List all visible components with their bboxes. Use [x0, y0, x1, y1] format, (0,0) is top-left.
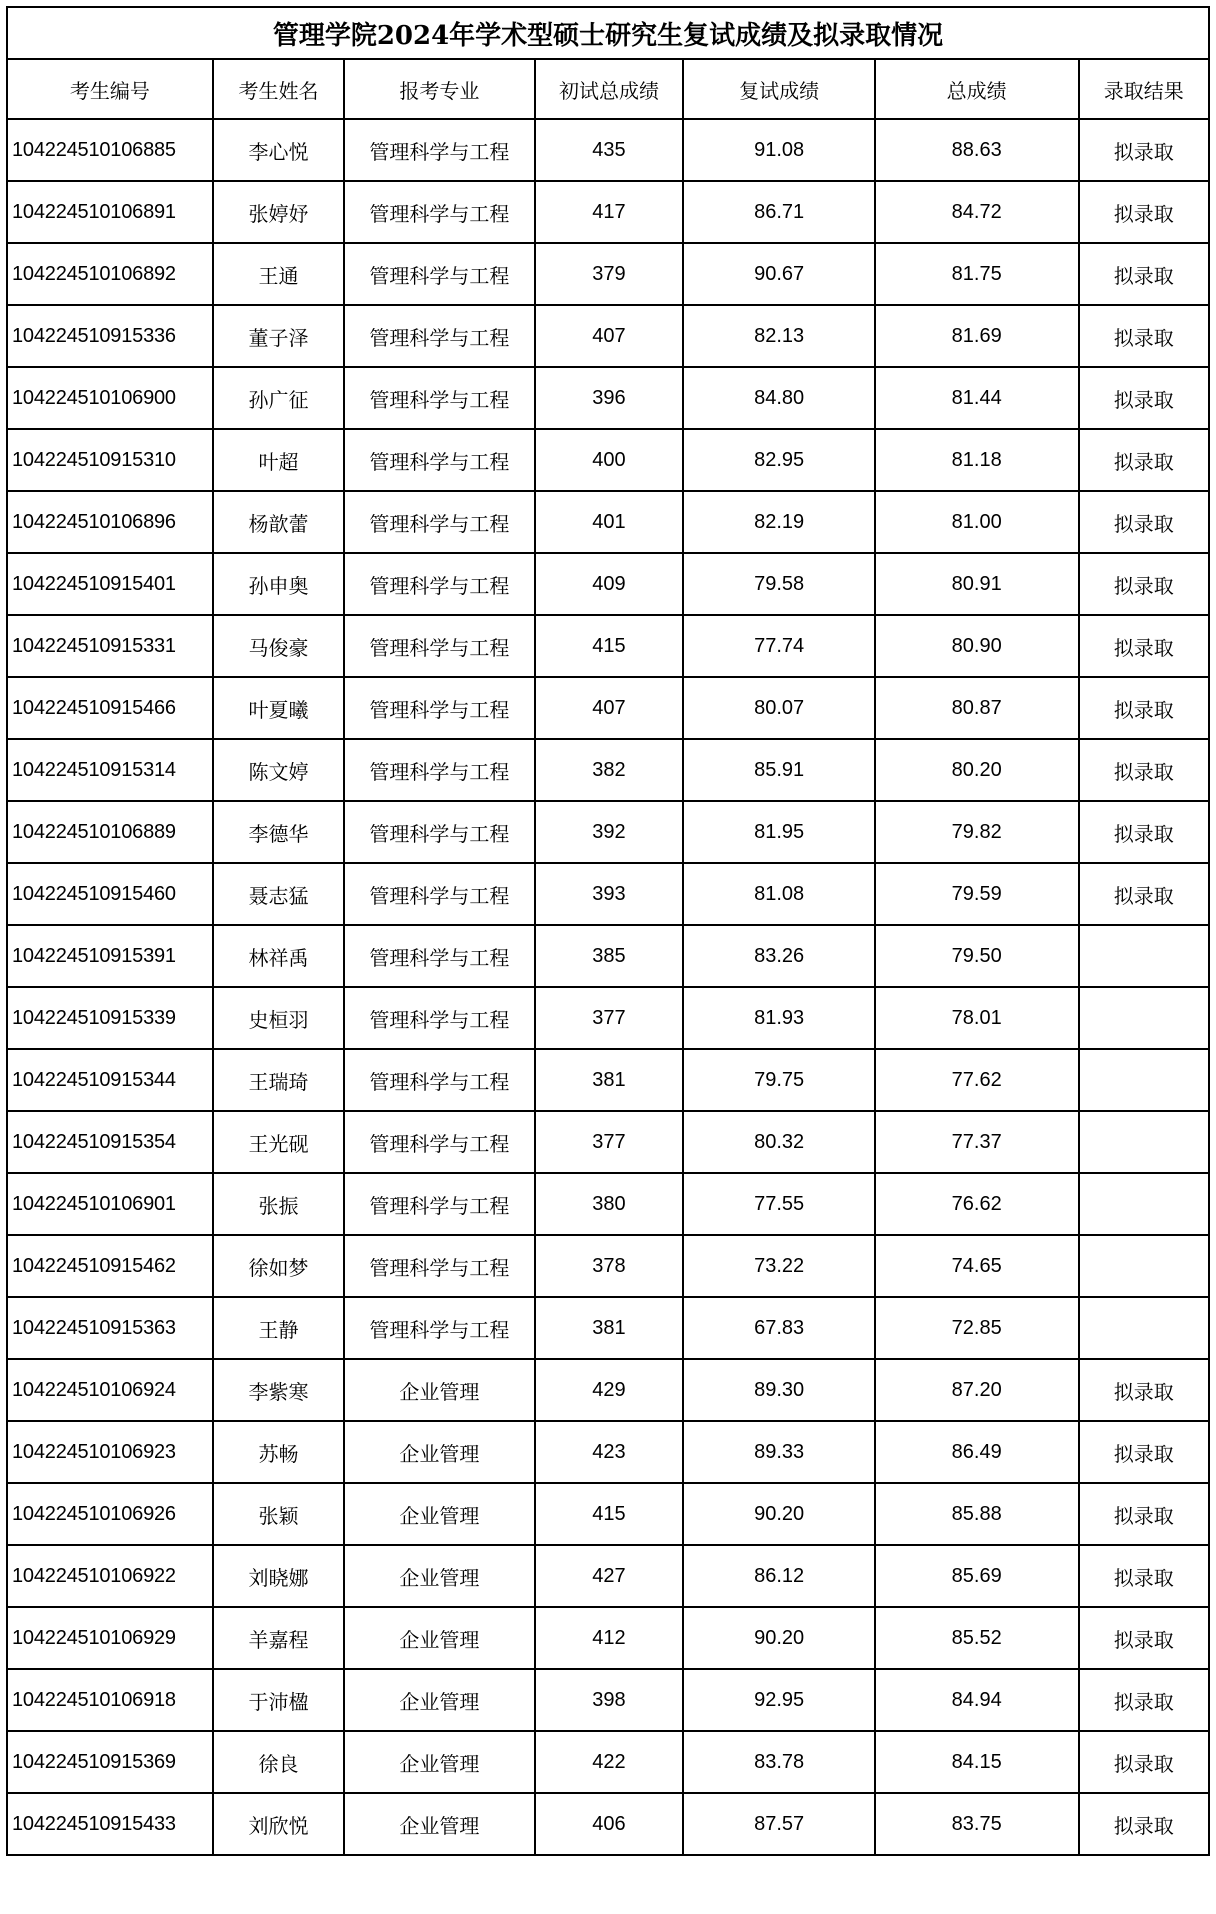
table-row	[7, 801, 1209, 863]
cell-major: 管理科学与工程	[344, 119, 534, 181]
cell-total-score: 80.91	[875, 553, 1079, 615]
cell-exam-id: 104224510106929	[7, 1607, 213, 1669]
cell-major: 管理科学与工程	[344, 429, 534, 491]
cell-name: 林祥禹	[213, 925, 344, 987]
cell-exam-id: 104224510106922	[7, 1545, 213, 1607]
cell-exam-id: 104224510915369	[7, 1731, 213, 1793]
cell-initial-score: 381	[535, 1297, 684, 1359]
cell-total-score: 72.85	[875, 1297, 1079, 1359]
header-major: 报考专业	[344, 59, 534, 119]
table-row	[7, 429, 1209, 491]
cell-initial-score: 415	[535, 615, 684, 677]
cell-retest-score: 87.57	[683, 1793, 874, 1855]
cell-admission-result: 拟录取	[1079, 1731, 1209, 1793]
cell-major: 管理科学与工程	[344, 925, 534, 987]
cell-retest-score: 82.13	[683, 305, 874, 367]
cell-name: 刘晓娜	[213, 1545, 344, 1607]
cell-total-score: 87.20	[875, 1359, 1079, 1421]
cell-initial-score: 429	[535, 1359, 684, 1421]
cell-initial-score: 423	[535, 1421, 684, 1483]
cell-exam-id: 104224510915314	[7, 739, 213, 801]
cell-retest-score: 73.22	[683, 1235, 874, 1297]
cell-exam-id: 104224510915344	[7, 1049, 213, 1111]
cell-retest-score: 80.32	[683, 1111, 874, 1173]
table-row	[7, 1049, 1209, 1111]
table-row	[7, 1359, 1209, 1421]
cell-total-score: 76.62	[875, 1173, 1079, 1235]
cell-name: 苏畅	[213, 1421, 344, 1483]
page-title: 管理学院2024年学术型硕士研究生复试成绩及拟录取情况	[7, 7, 1209, 59]
cell-major: 管理科学与工程	[344, 243, 534, 305]
cell-major: 管理科学与工程	[344, 1235, 534, 1297]
cell-major: 管理科学与工程	[344, 801, 534, 863]
cell-initial-score: 409	[535, 553, 684, 615]
cell-retest-score: 89.33	[683, 1421, 874, 1483]
table-row	[7, 987, 1209, 1049]
cell-major: 企业管理	[344, 1731, 534, 1793]
cell-major: 企业管理	[344, 1483, 534, 1545]
cell-initial-score: 379	[535, 243, 684, 305]
cell-name: 孙申奥	[213, 553, 344, 615]
cell-total-score: 81.44	[875, 367, 1079, 429]
cell-major: 企业管理	[344, 1793, 534, 1855]
cell-exam-id: 104224510915460	[7, 863, 213, 925]
cell-name: 张振	[213, 1173, 344, 1235]
cell-total-score: 81.18	[875, 429, 1079, 491]
cell-total-score: 81.00	[875, 491, 1079, 553]
cell-major: 管理科学与工程	[344, 987, 534, 1049]
cell-retest-score: 90.67	[683, 243, 874, 305]
table-body	[7, 119, 1209, 1855]
cell-retest-score: 90.20	[683, 1607, 874, 1669]
cell-total-score: 74.65	[875, 1235, 1079, 1297]
cell-name: 张颖	[213, 1483, 344, 1545]
cell-initial-score: 381	[535, 1049, 684, 1111]
cell-major: 管理科学与工程	[344, 367, 534, 429]
header-initial-score: 初试总成绩	[535, 59, 684, 119]
table-row	[7, 119, 1209, 181]
table-row	[7, 1297, 1209, 1359]
table-row	[7, 1607, 1209, 1669]
cell-initial-score: 407	[535, 305, 684, 367]
cell-admission-result: 拟录取	[1079, 429, 1209, 491]
cell-major: 管理科学与工程	[344, 491, 534, 553]
cell-major: 管理科学与工程	[344, 1173, 534, 1235]
cell-total-score: 81.69	[875, 305, 1079, 367]
header-exam-id: 考生编号	[7, 59, 213, 119]
cell-initial-score: 382	[535, 739, 684, 801]
cell-admission-result	[1079, 925, 1209, 987]
cell-retest-score: 86.12	[683, 1545, 874, 1607]
table-row	[7, 863, 1209, 925]
cell-major: 管理科学与工程	[344, 181, 534, 243]
cell-initial-score: 422	[535, 1731, 684, 1793]
cell-initial-score: 415	[535, 1483, 684, 1545]
cell-name: 徐如梦	[213, 1235, 344, 1297]
cell-exam-id: 104224510915466	[7, 677, 213, 739]
cell-initial-score: 380	[535, 1173, 684, 1235]
cell-admission-result: 拟录取	[1079, 615, 1209, 677]
cell-retest-score: 86.71	[683, 181, 874, 243]
header-admission-result: 录取结果	[1079, 59, 1209, 119]
cell-major: 管理科学与工程	[344, 1049, 534, 1111]
cell-initial-score: 398	[535, 1669, 684, 1731]
cell-total-score: 77.37	[875, 1111, 1079, 1173]
cell-exam-id: 104224510106924	[7, 1359, 213, 1421]
cell-exam-id: 104224510106918	[7, 1669, 213, 1731]
cell-total-score: 80.90	[875, 615, 1079, 677]
cell-exam-id: 104224510915331	[7, 615, 213, 677]
cell-admission-result: 拟录取	[1079, 367, 1209, 429]
cell-initial-score: 435	[535, 119, 684, 181]
cell-retest-score: 82.95	[683, 429, 874, 491]
cell-total-score: 79.82	[875, 801, 1079, 863]
cell-name: 孙广征	[213, 367, 344, 429]
cell-total-score: 81.75	[875, 243, 1079, 305]
cell-major: 企业管理	[344, 1545, 534, 1607]
cell-total-score: 79.50	[875, 925, 1079, 987]
cell-total-score: 85.52	[875, 1607, 1079, 1669]
cell-retest-score: 77.74	[683, 615, 874, 677]
cell-initial-score: 400	[535, 429, 684, 491]
cell-exam-id: 104224510106923	[7, 1421, 213, 1483]
cell-name: 王静	[213, 1297, 344, 1359]
table-row	[7, 1111, 1209, 1173]
cell-retest-score: 81.08	[683, 863, 874, 925]
cell-initial-score: 407	[535, 677, 684, 739]
cell-admission-result	[1079, 1297, 1209, 1359]
cell-name: 李德华	[213, 801, 344, 863]
cell-exam-id: 104224510106889	[7, 801, 213, 863]
table-row	[7, 925, 1209, 987]
cell-retest-score: 90.20	[683, 1483, 874, 1545]
table-row	[7, 1421, 1209, 1483]
cell-initial-score: 377	[535, 987, 684, 1049]
table-row	[7, 1731, 1209, 1793]
cell-name: 叶超	[213, 429, 344, 491]
cell-exam-id: 104224510915391	[7, 925, 213, 987]
cell-retest-score: 85.91	[683, 739, 874, 801]
cell-admission-result: 拟录取	[1079, 1359, 1209, 1421]
table-row	[7, 615, 1209, 677]
table-row	[7, 1483, 1209, 1545]
cell-initial-score: 401	[535, 491, 684, 553]
cell-retest-score: 67.83	[683, 1297, 874, 1359]
cell-major: 企业管理	[344, 1359, 534, 1421]
cell-admission-result: 拟录取	[1079, 1669, 1209, 1731]
cell-name: 李紫寒	[213, 1359, 344, 1421]
cell-major: 管理科学与工程	[344, 863, 534, 925]
cell-exam-id: 104224510915401	[7, 553, 213, 615]
cell-exam-id: 104224510106900	[7, 367, 213, 429]
table-row	[7, 181, 1209, 243]
cell-name: 马俊豪	[213, 615, 344, 677]
table-row	[7, 553, 1209, 615]
cell-major: 管理科学与工程	[344, 1111, 534, 1173]
results-table	[6, 6, 1210, 1856]
cell-admission-result: 拟录取	[1079, 739, 1209, 801]
cell-name: 徐良	[213, 1731, 344, 1793]
cell-exam-id: 104224510915354	[7, 1111, 213, 1173]
cell-name: 王光砚	[213, 1111, 344, 1173]
cell-admission-result: 拟录取	[1079, 181, 1209, 243]
cell-exam-id: 104224510915310	[7, 429, 213, 491]
cell-total-score: 85.69	[875, 1545, 1079, 1607]
cell-exam-id: 104224510106892	[7, 243, 213, 305]
cell-name: 张婷妤	[213, 181, 344, 243]
cell-exam-id: 104224510106926	[7, 1483, 213, 1545]
table-row	[7, 1669, 1209, 1731]
cell-retest-score: 89.30	[683, 1359, 874, 1421]
table-row	[7, 739, 1209, 801]
cell-total-score: 84.94	[875, 1669, 1079, 1731]
cell-major: 企业管理	[344, 1669, 534, 1731]
table-header-row	[7, 59, 1209, 119]
table-row	[7, 305, 1209, 367]
table-row	[7, 367, 1209, 429]
cell-retest-score: 84.80	[683, 367, 874, 429]
header-total-score: 总成绩	[875, 59, 1079, 119]
cell-admission-result: 拟录取	[1079, 243, 1209, 305]
cell-retest-score: 82.19	[683, 491, 874, 553]
cell-major: 管理科学与工程	[344, 305, 534, 367]
cell-name: 王通	[213, 243, 344, 305]
cell-major: 管理科学与工程	[344, 1297, 534, 1359]
cell-admission-result: 拟录取	[1079, 1793, 1209, 1855]
cell-exam-id: 104224510915339	[7, 987, 213, 1049]
cell-retest-score: 92.95	[683, 1669, 874, 1731]
cell-total-score: 83.75	[875, 1793, 1079, 1855]
cell-admission-result: 拟录取	[1079, 677, 1209, 739]
cell-retest-score: 81.93	[683, 987, 874, 1049]
table-row	[7, 1235, 1209, 1297]
cell-initial-score: 417	[535, 181, 684, 243]
cell-name: 董子泽	[213, 305, 344, 367]
cell-name: 陈文婷	[213, 739, 344, 801]
cell-exam-id: 104224510915363	[7, 1297, 213, 1359]
cell-admission-result	[1079, 1111, 1209, 1173]
cell-admission-result: 拟录取	[1079, 1483, 1209, 1545]
cell-retest-score: 79.58	[683, 553, 874, 615]
cell-major: 管理科学与工程	[344, 615, 534, 677]
cell-name: 聂志猛	[213, 863, 344, 925]
cell-exam-id: 104224510106885	[7, 119, 213, 181]
cell-initial-score: 378	[535, 1235, 684, 1297]
cell-exam-id: 104224510106896	[7, 491, 213, 553]
cell-name: 史桓羽	[213, 987, 344, 1049]
cell-total-score: 88.63	[875, 119, 1079, 181]
cell-admission-result	[1079, 1049, 1209, 1111]
cell-major: 管理科学与工程	[344, 553, 534, 615]
cell-major: 企业管理	[344, 1421, 534, 1483]
table-row	[7, 677, 1209, 739]
cell-retest-score: 80.07	[683, 677, 874, 739]
cell-name: 于沛楹	[213, 1669, 344, 1731]
cell-admission-result: 拟录取	[1079, 1607, 1209, 1669]
header-name: 考生姓名	[213, 59, 344, 119]
cell-name: 杨歆蕾	[213, 491, 344, 553]
cell-exam-id: 104224510915433	[7, 1793, 213, 1855]
cell-initial-score: 427	[535, 1545, 684, 1607]
cell-admission-result: 拟录取	[1079, 801, 1209, 863]
cell-admission-result: 拟录取	[1079, 553, 1209, 615]
cell-initial-score: 392	[535, 801, 684, 863]
cell-admission-result: 拟录取	[1079, 1421, 1209, 1483]
table-row	[7, 1173, 1209, 1235]
cell-total-score: 77.62	[875, 1049, 1079, 1111]
cell-initial-score: 406	[535, 1793, 684, 1855]
cell-retest-score: 83.78	[683, 1731, 874, 1793]
cell-total-score: 80.87	[875, 677, 1079, 739]
cell-retest-score: 83.26	[683, 925, 874, 987]
cell-total-score: 79.59	[875, 863, 1079, 925]
cell-admission-result	[1079, 1235, 1209, 1297]
cell-total-score: 86.49	[875, 1421, 1079, 1483]
cell-initial-score: 385	[535, 925, 684, 987]
cell-name: 叶夏曦	[213, 677, 344, 739]
table-row	[7, 1545, 1209, 1607]
cell-name: 王瑞琦	[213, 1049, 344, 1111]
cell-major: 管理科学与工程	[344, 739, 534, 801]
header-retest-score: 复试成绩	[683, 59, 874, 119]
cell-exam-id: 104224510106901	[7, 1173, 213, 1235]
cell-initial-score: 377	[535, 1111, 684, 1173]
cell-exam-id: 104224510106891	[7, 181, 213, 243]
cell-exam-id: 104224510915462	[7, 1235, 213, 1297]
cell-name: 羊嘉程	[213, 1607, 344, 1669]
cell-admission-result	[1079, 987, 1209, 1049]
table-row	[7, 1793, 1209, 1855]
cell-name: 李心悦	[213, 119, 344, 181]
table-row	[7, 243, 1209, 305]
cell-admission-result: 拟录取	[1079, 1545, 1209, 1607]
cell-retest-score: 81.95	[683, 801, 874, 863]
cell-admission-result: 拟录取	[1079, 491, 1209, 553]
cell-major: 管理科学与工程	[344, 677, 534, 739]
cell-total-score: 84.15	[875, 1731, 1079, 1793]
cell-admission-result: 拟录取	[1079, 305, 1209, 367]
cell-retest-score: 79.75	[683, 1049, 874, 1111]
table-row	[7, 491, 1209, 553]
cell-total-score: 84.72	[875, 181, 1079, 243]
cell-retest-score: 91.08	[683, 119, 874, 181]
cell-total-score: 85.88	[875, 1483, 1079, 1545]
cell-initial-score: 396	[535, 367, 684, 429]
cell-retest-score: 77.55	[683, 1173, 874, 1235]
cell-total-score: 80.20	[875, 739, 1079, 801]
cell-major: 企业管理	[344, 1607, 534, 1669]
cell-admission-result: 拟录取	[1079, 863, 1209, 925]
cell-admission-result: 拟录取	[1079, 119, 1209, 181]
cell-total-score: 78.01	[875, 987, 1079, 1049]
cell-initial-score: 412	[535, 1607, 684, 1669]
cell-admission-result	[1079, 1173, 1209, 1235]
cell-initial-score: 393	[535, 863, 684, 925]
cell-name: 刘欣悦	[213, 1793, 344, 1855]
cell-exam-id: 104224510915336	[7, 305, 213, 367]
